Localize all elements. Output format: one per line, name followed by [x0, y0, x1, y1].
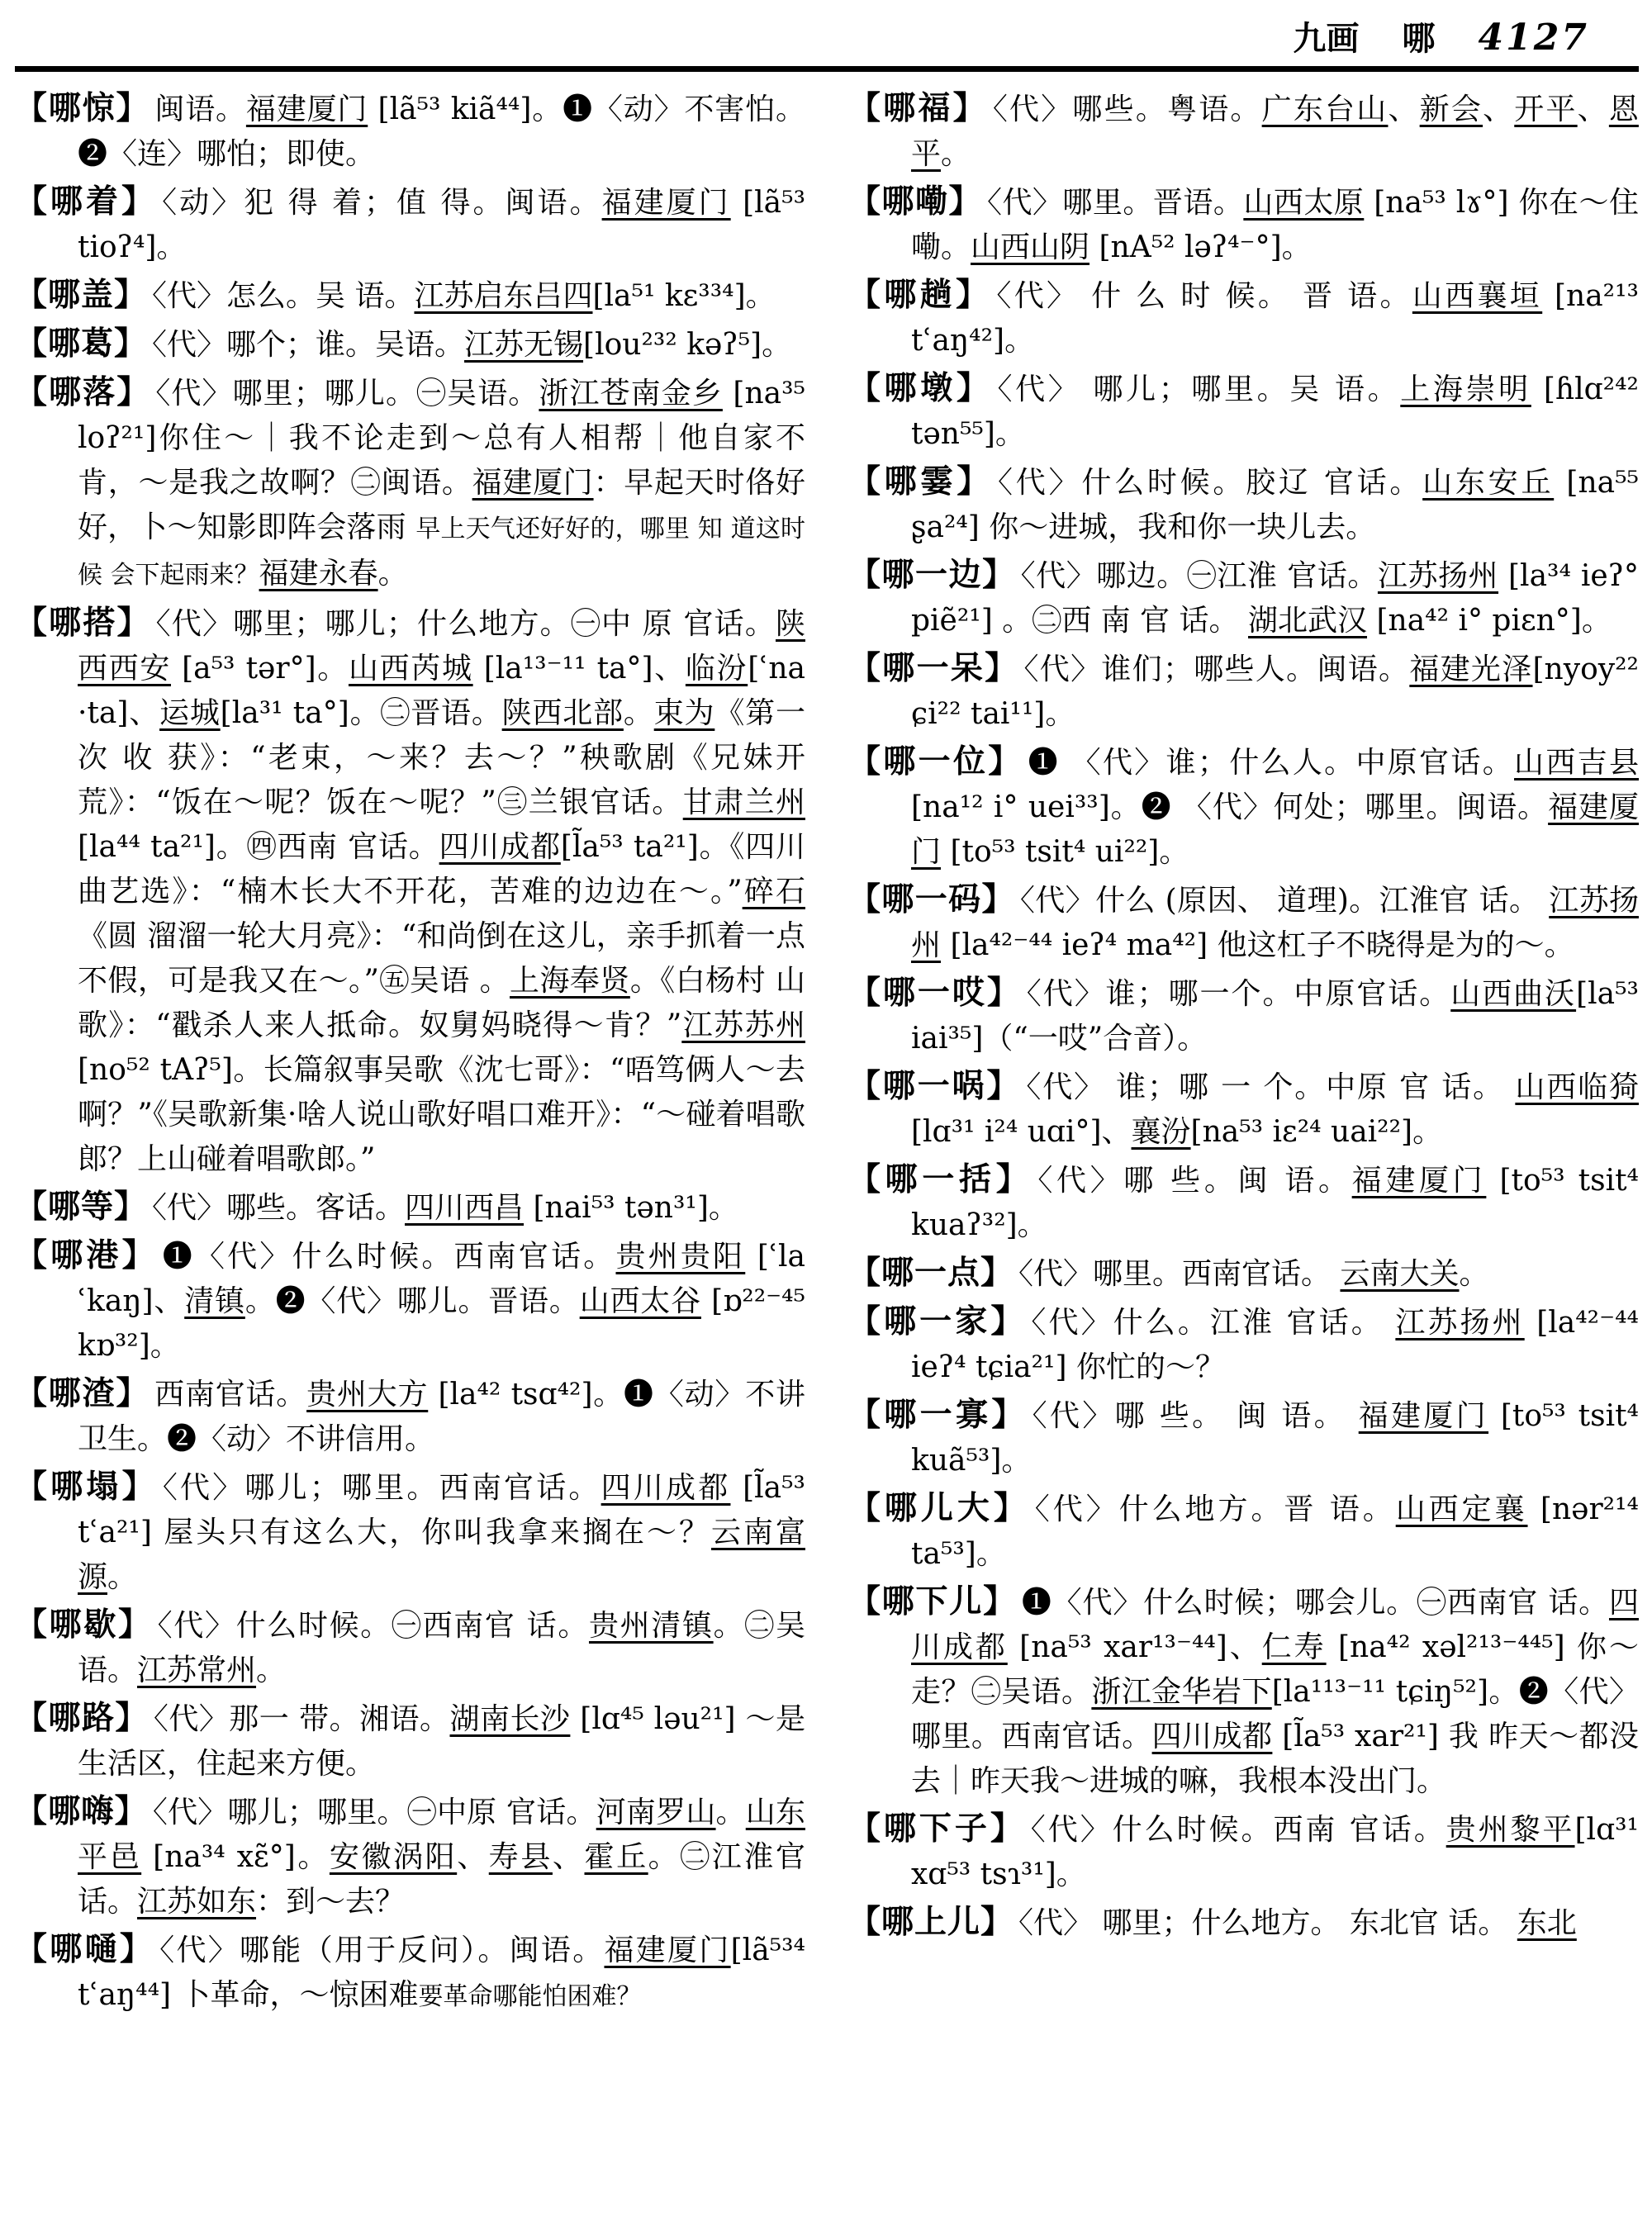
- place-name: 山西曲沃: [1450, 977, 1577, 1012]
- entry-text: 。: [941, 137, 971, 172]
- entry-headword: 【哪下子】: [848, 1810, 1026, 1848]
- section-label: 九画: [1293, 19, 1360, 58]
- place-name: 临汾: [685, 652, 748, 686]
- page-number: 4127: [1478, 17, 1589, 59]
- place-name: 开平: [1514, 93, 1578, 127]
- dictionary-entry: [848, 740, 1639, 875]
- dictionary-entry: [848, 1158, 1639, 1248]
- dictionary-entry: [15, 1790, 805, 1924]
- entry-text: [na⁴² i° piɛn°]。: [1367, 604, 1612, 638]
- entry-text: 〈代〉 什 么 时 候。 晋 语。: [996, 279, 1412, 314]
- dictionary-entry: [848, 460, 1639, 550]
- place-name: 福建厦门: [601, 186, 731, 221]
- dictionary-entry: [848, 1065, 1639, 1155]
- entry-text: [la¹¹³⁻¹¹ tɕiŋ⁵²]。❷〈代〉哪里。西南官话。: [911, 1675, 1639, 1754]
- entry-text: [la⁵¹ kɛ³³⁴]。: [592, 279, 776, 314]
- place-name: 陕西西安: [78, 607, 805, 686]
- entry-text: [na³⁵ loʔ²¹]你住～｜我不论走到～总有人相帮｜他自家不肯，～是我之故啊？㊁闽语。: [78, 377, 805, 501]
- entry-text: 、: [1388, 93, 1420, 127]
- entry-text: 西南官话。: [154, 1378, 307, 1412]
- place-name: 贵州黎平: [1446, 1813, 1575, 1848]
- place-name: 安徽涡阳: [329, 1840, 458, 1875]
- place-name: 碎石: [742, 875, 805, 909]
- entry-text: [to⁵³ tsit⁴ kuaʔ³²]。: [911, 1164, 1639, 1243]
- entry-text: 〈代〉哪 些。 闽 语。: [1032, 1399, 1359, 1434]
- place-name: 江苏启东吕四: [414, 279, 593, 314]
- place-name: 四川成都: [911, 1586, 1639, 1665]
- place-name: 云南富源: [78, 1516, 805, 1595]
- entry-text: [l̃a⁵³ ta²¹]。《四川曲艺选》：“楠木长大不开花，苦难的边边在～。”: [78, 830, 805, 909]
- entry-text: [la⁴²⁻⁴⁴ ieʔ⁴ tɕia²¹] 你忙的～？: [911, 1306, 1639, 1385]
- place-name: 山西襄垣: [1412, 279, 1543, 314]
- entry-text: 〈代〉什么地方。晋 语。: [1034, 1492, 1396, 1527]
- entry-text: 〈代〉 哪里；什么地方。 东北官 话。: [1018, 1906, 1517, 1941]
- left-column: [15, 87, 805, 2023]
- entry-text: [na⁵³ lɤ°] 你在～住嘞。: [911, 186, 1639, 265]
- dictionary-entry: [848, 273, 1639, 363]
- entry-text: [la⁴⁴ ta²¹]。㊃西南 官话。: [78, 830, 439, 865]
- dictionary-entry: [848, 367, 1639, 457]
- entry-text: 。㊁江淮官话。: [78, 1840, 805, 1919]
- entry-headword: 【哪一寡】: [848, 1397, 1028, 1435]
- place-name: 浙江苍南金乡: [539, 377, 723, 411]
- entry-headword: 【哪一呆】: [848, 650, 1019, 688]
- entry-text: [lɑ⁴⁵ ləu²¹] ～是生活区，住起来方便。: [78, 1702, 805, 1782]
- place-name: 江苏扬州: [911, 884, 1639, 963]
- place-name: 广东台山: [1261, 93, 1389, 127]
- entry-text: 〈代〉什么时候。西南 官话。: [1030, 1813, 1446, 1848]
- dictionary-entry: [15, 273, 805, 319]
- right-column: [848, 87, 1639, 2023]
- entry-text: 〈代〉什么时候。㊀西南官 话。: [157, 1609, 589, 1644]
- dictionary-entry: [848, 647, 1639, 737]
- entry-text: [l̃a⁵³ xar²¹] 我 昨天～都没去｜昨天我～进城的嘛，我根本没出门。: [911, 1720, 1639, 1799]
- dictionary-entry: [848, 180, 1639, 270]
- entry-headword: 【哪一点】: [848, 1255, 1014, 1293]
- entry-text: 。: [256, 1654, 287, 1688]
- entry-text: 〈代〉那一 带。湘语。: [153, 1702, 450, 1737]
- entry-text: 。: [377, 557, 408, 591]
- dictionary-entry: [15, 322, 805, 368]
- header-rule: [15, 66, 1639, 72]
- entry-text: [la⁴² tsɑ⁴²]。❶〈动〉不讲卫生。❷〈动〉不讲信用。: [78, 1378, 805, 1457]
- dictionary-entry: [15, 1603, 805, 1693]
- entry-headword: 【哪一位】: [848, 743, 1023, 781]
- entry-text: [la⁵³ iai³⁵]（“一哎”合音）。: [911, 977, 1639, 1056]
- place-name: 清镇: [184, 1284, 245, 1319]
- head-character: 哪: [1402, 19, 1436, 58]
- entry-text: 。: [1459, 1257, 1489, 1292]
- place-name: 江苏扬州: [1395, 1306, 1525, 1340]
- entry-headword: 【哪渣】: [15, 1375, 150, 1413]
- dictionary-entry: [848, 878, 1639, 968]
- entry-text: [lɑ³¹ i²⁴ uɑi°]、: [911, 1115, 1132, 1150]
- entry-headword: 【哪一括】: [848, 1161, 1033, 1199]
- dictionary-entry: [15, 1928, 805, 2019]
- entry-text: [la⁴²⁻⁴⁴ ieʔ⁴ ma⁴²] 他这杠子不晓得是为的～。: [941, 928, 1574, 963]
- place-name: 福建厦门: [245, 93, 368, 127]
- entry-text: ：早起天时佫好好，卜～知影即阵会落雨: [78, 466, 805, 545]
- place-name: 甘肃兰州: [682, 785, 805, 820]
- entry-headword: 【哪儿大】: [848, 1490, 1030, 1528]
- place-name: 江苏扬州: [1377, 559, 1499, 594]
- place-name: 上海崇明: [1400, 372, 1531, 407]
- place-name: 束为: [653, 696, 715, 731]
- dictionary-entry: [15, 1372, 805, 1462]
- entry-text: [lã⁵³ kiã⁴⁴]。❶〈动〉不害怕。❷〈连〉哪怕；即使。: [78, 93, 805, 172]
- entry-headword: 【哪福】: [848, 90, 988, 128]
- entry-headword: 【哪路】: [15, 1700, 149, 1738]
- entry-text: 〈代〉哪个；谁。吴语。: [152, 328, 465, 363]
- entry-text: 〈代〉什么时候。胶辽 官话。: [998, 466, 1423, 501]
- entry-text: [nər²¹⁴ ta⁵³]。: [911, 1492, 1639, 1572]
- entry-text: 、: [1483, 93, 1515, 127]
- entry-text: 要革命哪能怕困难？: [418, 1982, 642, 2012]
- entry-headword: 【哪趟】: [848, 277, 992, 315]
- page-header: [15, 12, 1639, 66]
- entry-text: 《圆 溜溜一轮大月亮》：“和尚倒在这儿，亲手抓着一点不假，可是我又在～。”㊄吴语 。: [78, 919, 805, 999]
- entry-text: 〈代〉什么 (原因、 道理)。江淮官 话。: [1019, 884, 1550, 918]
- entry-text: [ɒ²²⁻⁴⁵ kɒ³²]。: [78, 1284, 805, 1364]
- place-name: 福建厦门: [1351, 1164, 1487, 1198]
- place-name: 寿县: [488, 1840, 553, 1875]
- entry-text: 闽语。: [154, 93, 246, 127]
- entry-text: [na³⁴ xɛ̃°]。: [141, 1840, 330, 1875]
- place-name: 浙江金华岩下: [1091, 1675, 1272, 1710]
- entry-text: 。❷〈代〉哪儿。晋语。: [244, 1284, 580, 1319]
- place-name: 运城: [159, 696, 221, 731]
- entry-text: [nai⁵³ tən³¹]。: [524, 1191, 738, 1226]
- place-name: 四川成都: [601, 1471, 731, 1506]
- entry-text: 〈代〉哪儿；哪里。西南官话。: [162, 1471, 601, 1506]
- entry-text: 、: [1577, 93, 1609, 127]
- place-name: 山西临猗: [1515, 1070, 1639, 1105]
- place-name: 福建永春: [259, 557, 378, 591]
- dictionary-entry: [848, 1393, 1639, 1483]
- place-name: 贵州大方: [306, 1378, 429, 1412]
- entry-text: 〈代〉怎么。吴 语。: [152, 279, 415, 314]
- place-name: 新会: [1419, 93, 1483, 127]
- entry-headword: 【哪霎】: [848, 463, 994, 501]
- entry-text: [na⁴² xəl²¹³⁻⁴⁴⁵] 你～走？㊁吴语。: [911, 1630, 1639, 1710]
- entry-text: 〈代〉哪能（用于反问）。闽语。: [159, 1933, 605, 1968]
- entry-headword: 【哪搭】: [15, 605, 151, 643]
- place-name: 山西定襄: [1395, 1492, 1528, 1527]
- entry-text: 。: [715, 1796, 746, 1830]
- entry-text: 。: [107, 1560, 138, 1595]
- entry-text: 、: [552, 1840, 585, 1875]
- entry-text: 〈代〉 谁；哪 一 个。中原 官 话。: [1026, 1070, 1516, 1105]
- entry-headword: 【哪一哎】: [848, 975, 1022, 1013]
- place-name: 山西山阴: [971, 230, 1090, 265]
- dictionary-entry: [848, 1900, 1639, 1946]
- entry-text: 〈代〉哪些。客话。: [152, 1191, 406, 1226]
- place-name: 河南罗山: [596, 1796, 716, 1830]
- entry-text: 〈代〉 哪儿；哪里。吴 语。: [997, 372, 1401, 407]
- entry-headword: 【哪下儿】: [848, 1583, 1017, 1621]
- place-name: 四川成都: [1151, 1720, 1273, 1754]
- entry-text: 早上天气还好好的，哪里 知 道这时候 会下起雨来？: [78, 515, 805, 591]
- dictionary-entry: [15, 180, 805, 270]
- place-name: 山西芮城: [348, 652, 473, 686]
- entry-text: [na⁵³ xar¹³⁻⁴⁴]、: [1007, 1630, 1262, 1665]
- entry-text: [ʿna ·ta]、: [78, 652, 805, 731]
- columns: [15, 87, 1639, 2023]
- entry-headword: 【哪嗨】: [15, 1793, 148, 1831]
- entry-text: [lou²³² kəʔ⁵]。: [583, 328, 792, 363]
- place-name: 云南大关: [1340, 1257, 1460, 1292]
- place-name: 山西太原: [1243, 186, 1365, 221]
- dictionary-entry: [848, 1251, 1639, 1297]
- entry-text: [ɦlɑ²⁴² tən⁵⁵]。: [911, 372, 1639, 452]
- place-name: 江苏如东: [137, 1885, 257, 1919]
- dictionary-entry: [848, 971, 1639, 1061]
- dictionary-entry: [15, 601, 805, 1182]
- place-name: 山西太谷: [579, 1284, 701, 1319]
- entry-text: 。: [623, 696, 654, 731]
- place-name: 湖北武汉: [1248, 604, 1368, 638]
- entry-text: [lã⁵³ tioʔ⁴]。: [78, 186, 805, 265]
- entry-text: [la³⁴ ieʔ° piẽ²¹] 。㊁西 南 官 话。: [911, 559, 1639, 638]
- entry-headword: 【哪嘞】: [848, 183, 982, 221]
- entry-text: 〈代〉哪里；哪儿；什么地方。㊀中 原 官话。: [155, 607, 776, 642]
- dictionary-entry: [15, 1465, 805, 1600]
- dictionary-entry: [848, 87, 1639, 177]
- place-name: 江苏无锡: [464, 328, 584, 363]
- dictionary-entry: [15, 1234, 805, 1369]
- dictionary-entry: [848, 1580, 1639, 1804]
- entry-text: 。㊁吴语。: [78, 1609, 805, 1688]
- entry-text: [a⁵³ tər°]。: [171, 652, 349, 686]
- entry-text: 〈代〉什么。江淮 官话。: [1031, 1306, 1396, 1340]
- place-name: 山西吉县: [1514, 746, 1639, 780]
- entry-text: 〈代〉哪里。晋语。: [986, 186, 1244, 221]
- place-name: 陕西北部: [501, 696, 624, 731]
- place-name: 仁寿: [1261, 1630, 1327, 1665]
- entry-text: 〈代〉谁；哪一个。中原官话。: [1026, 977, 1451, 1012]
- entry-text: ：到～去？: [256, 1885, 406, 1919]
- entry-text: 〈代〉哪边。㊀江淮 官话。: [1020, 559, 1378, 594]
- dictionary-entry: [15, 1696, 805, 1786]
- entry-text: [la¹³⁻¹¹ ta°]、: [472, 652, 686, 686]
- entry-text: [no⁵² tAʔ⁵]。长篇叙事吴歌《沈七哥》：“唔笃俩人～去 啊？”《吴歌新集·啥人说山歌好唱口难开》：“～碰着唱歌郎？上山碰着唱歌郎。”: [78, 1053, 805, 1177]
- place-name: 贵州贵阳: [615, 1240, 746, 1274]
- place-name: 上海奉贤: [510, 964, 630, 999]
- entry-headword: 【哪一码】: [848, 881, 1015, 919]
- entry-headword: 【哪上儿】: [848, 1904, 1014, 1942]
- entry-text: ❶ 〈代〉谁；什么人。中原官话。: [1028, 746, 1515, 780]
- entry-text: [la³¹ ta°]。㊁晋语。: [220, 696, 502, 731]
- entry-text: [lɑ³¹ xɑ⁵³ tsɿ³¹]。: [911, 1813, 1639, 1892]
- entry-headword: 【哪等】: [15, 1189, 148, 1226]
- place-name: 襄汾: [1131, 1115, 1191, 1150]
- entry-headword: 【哪港】: [15, 1237, 158, 1275]
- entry-text: [to⁵³ tsit⁴ ui²²]。: [941, 835, 1189, 870]
- place-name: 江苏苏州: [681, 1008, 805, 1043]
- place-name: 霍丘: [584, 1840, 648, 1875]
- place-name: 福建厦门: [472, 466, 594, 501]
- dictionary-entry: [848, 1300, 1639, 1390]
- entry-text: [l̃a⁵³ tʿa²¹] 屋头只有这么大，你叫我拿来搁在～？: [78, 1471, 805, 1550]
- dictionary-entry: [848, 1487, 1639, 1577]
- entry-text: 〈代〉哪里；哪儿。㊀吴语。: [155, 377, 539, 411]
- entry-text: 〈代〉哪儿；哪里。㊀中原 官话。: [152, 1796, 596, 1830]
- place-name: 江苏常州: [137, 1654, 257, 1688]
- place-name: 湖南长沙: [449, 1702, 571, 1737]
- place-name: 山东平邑: [78, 1796, 805, 1875]
- entry-text: [na⁵⁵ ʂa²⁴] 你～进城，我和你一块儿去。: [911, 466, 1639, 545]
- entry-text: 〈代〉哪 些。闽 语。: [1037, 1164, 1352, 1198]
- entry-headword: 【哪一边】: [848, 557, 1016, 595]
- place-name: 福建光泽: [1409, 652, 1533, 687]
- entry-headword: 【哪歇】: [15, 1606, 153, 1644]
- place-name: 四川成都: [439, 830, 561, 865]
- entry-text: [nA⁵² ləʔ⁴⁻°]。: [1089, 230, 1312, 265]
- entry-headword: 【哪一㖞】: [848, 1068, 1022, 1106]
- entry-headword: 【哪一家】: [848, 1303, 1027, 1341]
- dictionary-entry: [15, 371, 805, 598]
- entry-headword: 【哪葛】: [15, 325, 148, 363]
- entry-text: 《第一次 收 获》：“老束，～来？去～？”秧歌剧《兄妹开荒》：“饭在～呢？饭在～呢？”㊂兰银官话。: [78, 696, 805, 820]
- entry-headword: 【哪墩】: [848, 370, 993, 408]
- entry-text: [lã⁵³⁴ tʿaŋ⁴⁴] 卜革命，～惊困难: [78, 1933, 805, 2013]
- entry-text: 〈动〉犯 得 着；值 得。闽语。: [162, 186, 602, 221]
- entry-headword: 【哪落】: [15, 374, 151, 412]
- entry-headword: 【哪塌】: [15, 1468, 158, 1506]
- place-name: 四川西昌: [405, 1191, 525, 1226]
- entry-text: [nyoy²² ɕi²² tai¹¹]。: [911, 652, 1639, 732]
- entry-text: ❶〈代〉什么时候；哪会儿。㊀西南官 话。: [1021, 1586, 1609, 1620]
- entry-text: [na¹² i° uei³³]。❷ 〈代〉何处；哪里。闽语。: [911, 790, 1549, 825]
- entry-text: 〈代〉哪里。西南官话。: [1018, 1257, 1341, 1292]
- place-name: 恩平: [911, 93, 1639, 172]
- entry-headword: 【哪嗵】: [15, 1931, 155, 1969]
- place-name: 福建厦门: [1358, 1399, 1489, 1434]
- entry-headword: 【哪惊】: [15, 90, 150, 128]
- place-name: 东北: [1517, 1906, 1577, 1941]
- entry-headword: 【哪盖】: [15, 277, 148, 315]
- dictionary-entry: [848, 1807, 1639, 1897]
- entry-text: [to⁵³ tsit⁴ kuã⁵³]。: [911, 1399, 1639, 1478]
- dictionary-entry: [15, 87, 805, 177]
- place-name: 山东安丘: [1422, 466, 1555, 501]
- entry-text: [na⁵³ iɛ²⁴ uai²²]。: [1190, 1115, 1443, 1150]
- place-name: 福建厦门: [911, 790, 1639, 870]
- dictionary-entry: [848, 553, 1639, 643]
- dictionary-entry: [15, 1185, 805, 1231]
- entry-text: 〈代〉哪些。粤语。: [992, 93, 1262, 127]
- entry-text: [ʿla ʿkaŋ]、: [78, 1240, 805, 1319]
- entry-text: 、: [457, 1840, 489, 1875]
- entry-headword: 【哪着】: [15, 183, 158, 221]
- entry-text: 〈代〉谁们；哪些人。闽语。: [1023, 652, 1410, 687]
- entry-text: [na²¹³ tʿaŋ⁴²]。: [911, 279, 1639, 358]
- entry-text: ❶〈代〉什么时候。西南官话。: [162, 1240, 616, 1274]
- entry-text: 。《白杨村 山歌》：“戳杀人来人抵命。奴舅妈晓得～肯？”: [78, 964, 805, 1043]
- place-name: 贵州清镇: [588, 1609, 714, 1644]
- place-name: 福建厦门: [604, 1933, 731, 1968]
